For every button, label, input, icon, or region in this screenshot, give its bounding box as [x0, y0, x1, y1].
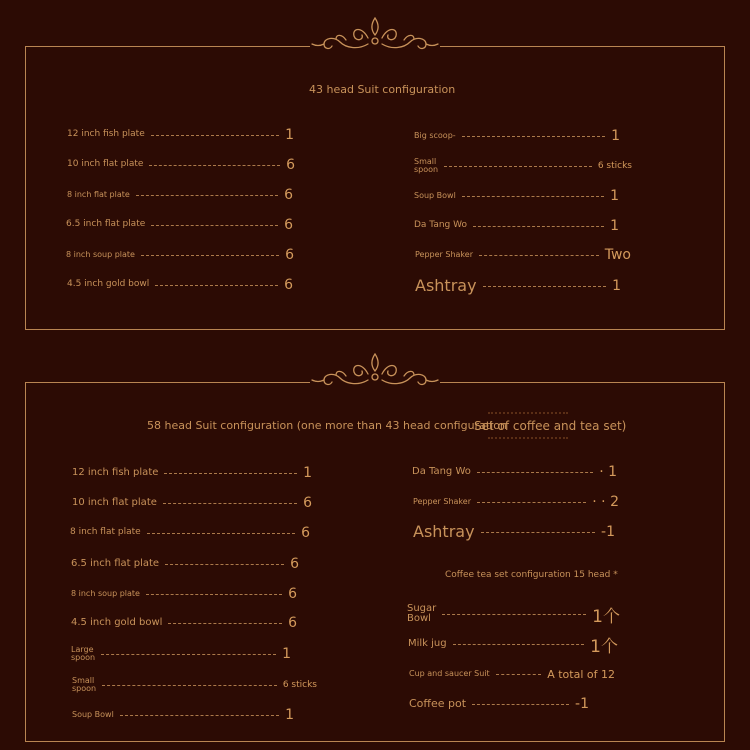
item-quantity: 1 [303, 465, 312, 481]
item-label: Pepper Shaker [415, 249, 473, 259]
item-quantity: Two [604, 247, 631, 263]
item-label: Soup Bowl [414, 190, 456, 200]
dotted-leader [462, 136, 605, 137]
item-quantity: 1 [610, 188, 619, 204]
decorative-dotted-line [488, 437, 568, 439]
list-item [72, 463, 312, 483]
dotted-leader [164, 473, 297, 474]
dotted-leader [141, 255, 279, 256]
item-label: 8 inch soup plate [71, 588, 140, 598]
section-43-title: 43 head Suit configuration [309, 83, 456, 96]
dotted-leader [151, 225, 278, 226]
item-quantity: 6 [285, 247, 294, 263]
item-label: 8 inch flat plate [67, 189, 130, 199]
dotted-leader [477, 502, 586, 503]
section-58-title: 58 head Suit configuration (one more than 43 head configuration [147, 419, 507, 432]
item-quantity: 6 [301, 525, 310, 541]
item-quantity: 6 sticks [282, 680, 317, 690]
dotted-leader [453, 644, 585, 645]
list-item [407, 602, 620, 627]
list-item [71, 554, 299, 574]
dotted-leader [151, 135, 279, 136]
list-item [414, 126, 620, 146]
list-item [415, 245, 631, 265]
list-item [72, 675, 317, 695]
dotted-leader [101, 654, 276, 655]
dotted-leader [165, 564, 284, 565]
list-item [414, 216, 619, 236]
item-label: 10 inch flat plate [72, 496, 157, 508]
flourish-ornament-icon [310, 350, 440, 390]
item-label: Da Tang Wo [412, 465, 471, 477]
item-quantity: · 1 [599, 464, 617, 480]
item-label: 4.5 inch gold bowl [67, 279, 150, 290]
item-quantity: 1 [611, 128, 620, 144]
list-item [66, 245, 294, 265]
item-label: Soup Bowl [72, 709, 114, 719]
item-quantity: 6 sticks [597, 161, 632, 171]
item-quantity: 1 [282, 646, 291, 662]
item-quantity: 1 [612, 278, 621, 294]
list-item [67, 275, 293, 295]
dotted-leader [496, 674, 542, 675]
dotted-leader [477, 472, 593, 473]
dotted-leader [136, 195, 278, 196]
list-item [414, 156, 632, 176]
item-label: Cup and saucer Suit [409, 668, 490, 678]
dotted-leader [168, 623, 282, 624]
item-quantity: 6 [284, 277, 293, 293]
item-label: Big scoop- [414, 130, 456, 140]
list-item [409, 664, 615, 684]
item-quantity: 1个 [592, 606, 620, 627]
list-item [70, 523, 310, 543]
item-quantity: 1个 [590, 636, 618, 657]
list-item [408, 634, 618, 657]
dotted-leader [149, 165, 280, 166]
list-item [67, 185, 293, 205]
dotted-leader [483, 286, 607, 287]
item-label: Ashtray [413, 521, 475, 541]
item-quantity: 1 [285, 707, 294, 723]
item-quantity: 6 [286, 157, 295, 173]
item-label: Small spoon [414, 156, 439, 174]
list-item [413, 522, 615, 542]
item-quantity: · · 2 [592, 494, 619, 510]
item-quantity: -1 [575, 696, 589, 712]
item-label: Small spoon [72, 675, 97, 693]
list-item [71, 644, 291, 664]
list-item [66, 215, 293, 235]
list-item [71, 584, 297, 604]
list-item [413, 492, 619, 512]
coffee-config-title: Coffee tea set configuration 15 head * [445, 570, 618, 580]
dotted-leader [146, 594, 282, 595]
list-item [409, 694, 589, 714]
item-label: Pepper Shaker [413, 496, 471, 506]
item-label: 8 inch flat plate [70, 527, 141, 538]
dotted-leader [473, 226, 604, 227]
item-quantity: 6 [290, 556, 299, 572]
item-label: 8 inch soup plate [66, 249, 135, 259]
item-quantity: 1 [610, 218, 619, 234]
item-label: 10 inch flat plate [67, 159, 144, 170]
dotted-leader [163, 503, 297, 504]
item-quantity: 6 [303, 495, 312, 511]
decorative-dotted-line [488, 412, 568, 414]
dotted-leader [120, 715, 279, 716]
item-label: 6.5 inch flat plate [71, 557, 160, 569]
dotted-leader [472, 704, 569, 705]
dotted-leader [444, 166, 592, 167]
item-quantity: A total of 12 [547, 667, 615, 681]
item-quantity: 6 [284, 187, 293, 203]
item-label: Da Tang Wo [414, 220, 467, 231]
dotted-leader [481, 532, 595, 533]
item-label: 12 inch fish plate [72, 466, 159, 478]
dotted-leader [442, 614, 586, 615]
item-quantity: 6 [288, 586, 297, 602]
dotted-leader [462, 196, 604, 197]
item-label: 6.5 inch flat plate [66, 219, 146, 230]
item-label: Coffee pot [409, 697, 467, 711]
item-label: Large spoon [71, 644, 96, 662]
item-label: 4.5 inch gold bowl [71, 616, 163, 628]
dotted-leader [147, 533, 295, 534]
item-label: Ashtray [415, 275, 477, 295]
list-item [67, 125, 294, 145]
list-item [412, 462, 617, 482]
list-item [67, 155, 295, 175]
dotted-leader [102, 685, 277, 686]
item-label: Milk jug [408, 637, 447, 649]
coffee-tea-set-note: Set of coffee and tea set) [474, 419, 627, 433]
item-label: 12 inch fish plate [67, 129, 145, 140]
item-quantity: 6 [288, 615, 297, 631]
list-item [415, 276, 621, 296]
dotted-leader [155, 285, 278, 286]
item-quantity: 1 [285, 127, 294, 143]
list-item [72, 705, 294, 725]
flourish-ornament-icon [310, 14, 440, 54]
item-quantity: 6 [284, 217, 293, 233]
item-quantity: -1 [601, 524, 615, 540]
item-label: Sugar Bowl [407, 602, 437, 624]
dotted-leader [479, 255, 599, 256]
list-item [72, 493, 312, 513]
list-item [414, 186, 619, 206]
list-item [71, 613, 297, 633]
